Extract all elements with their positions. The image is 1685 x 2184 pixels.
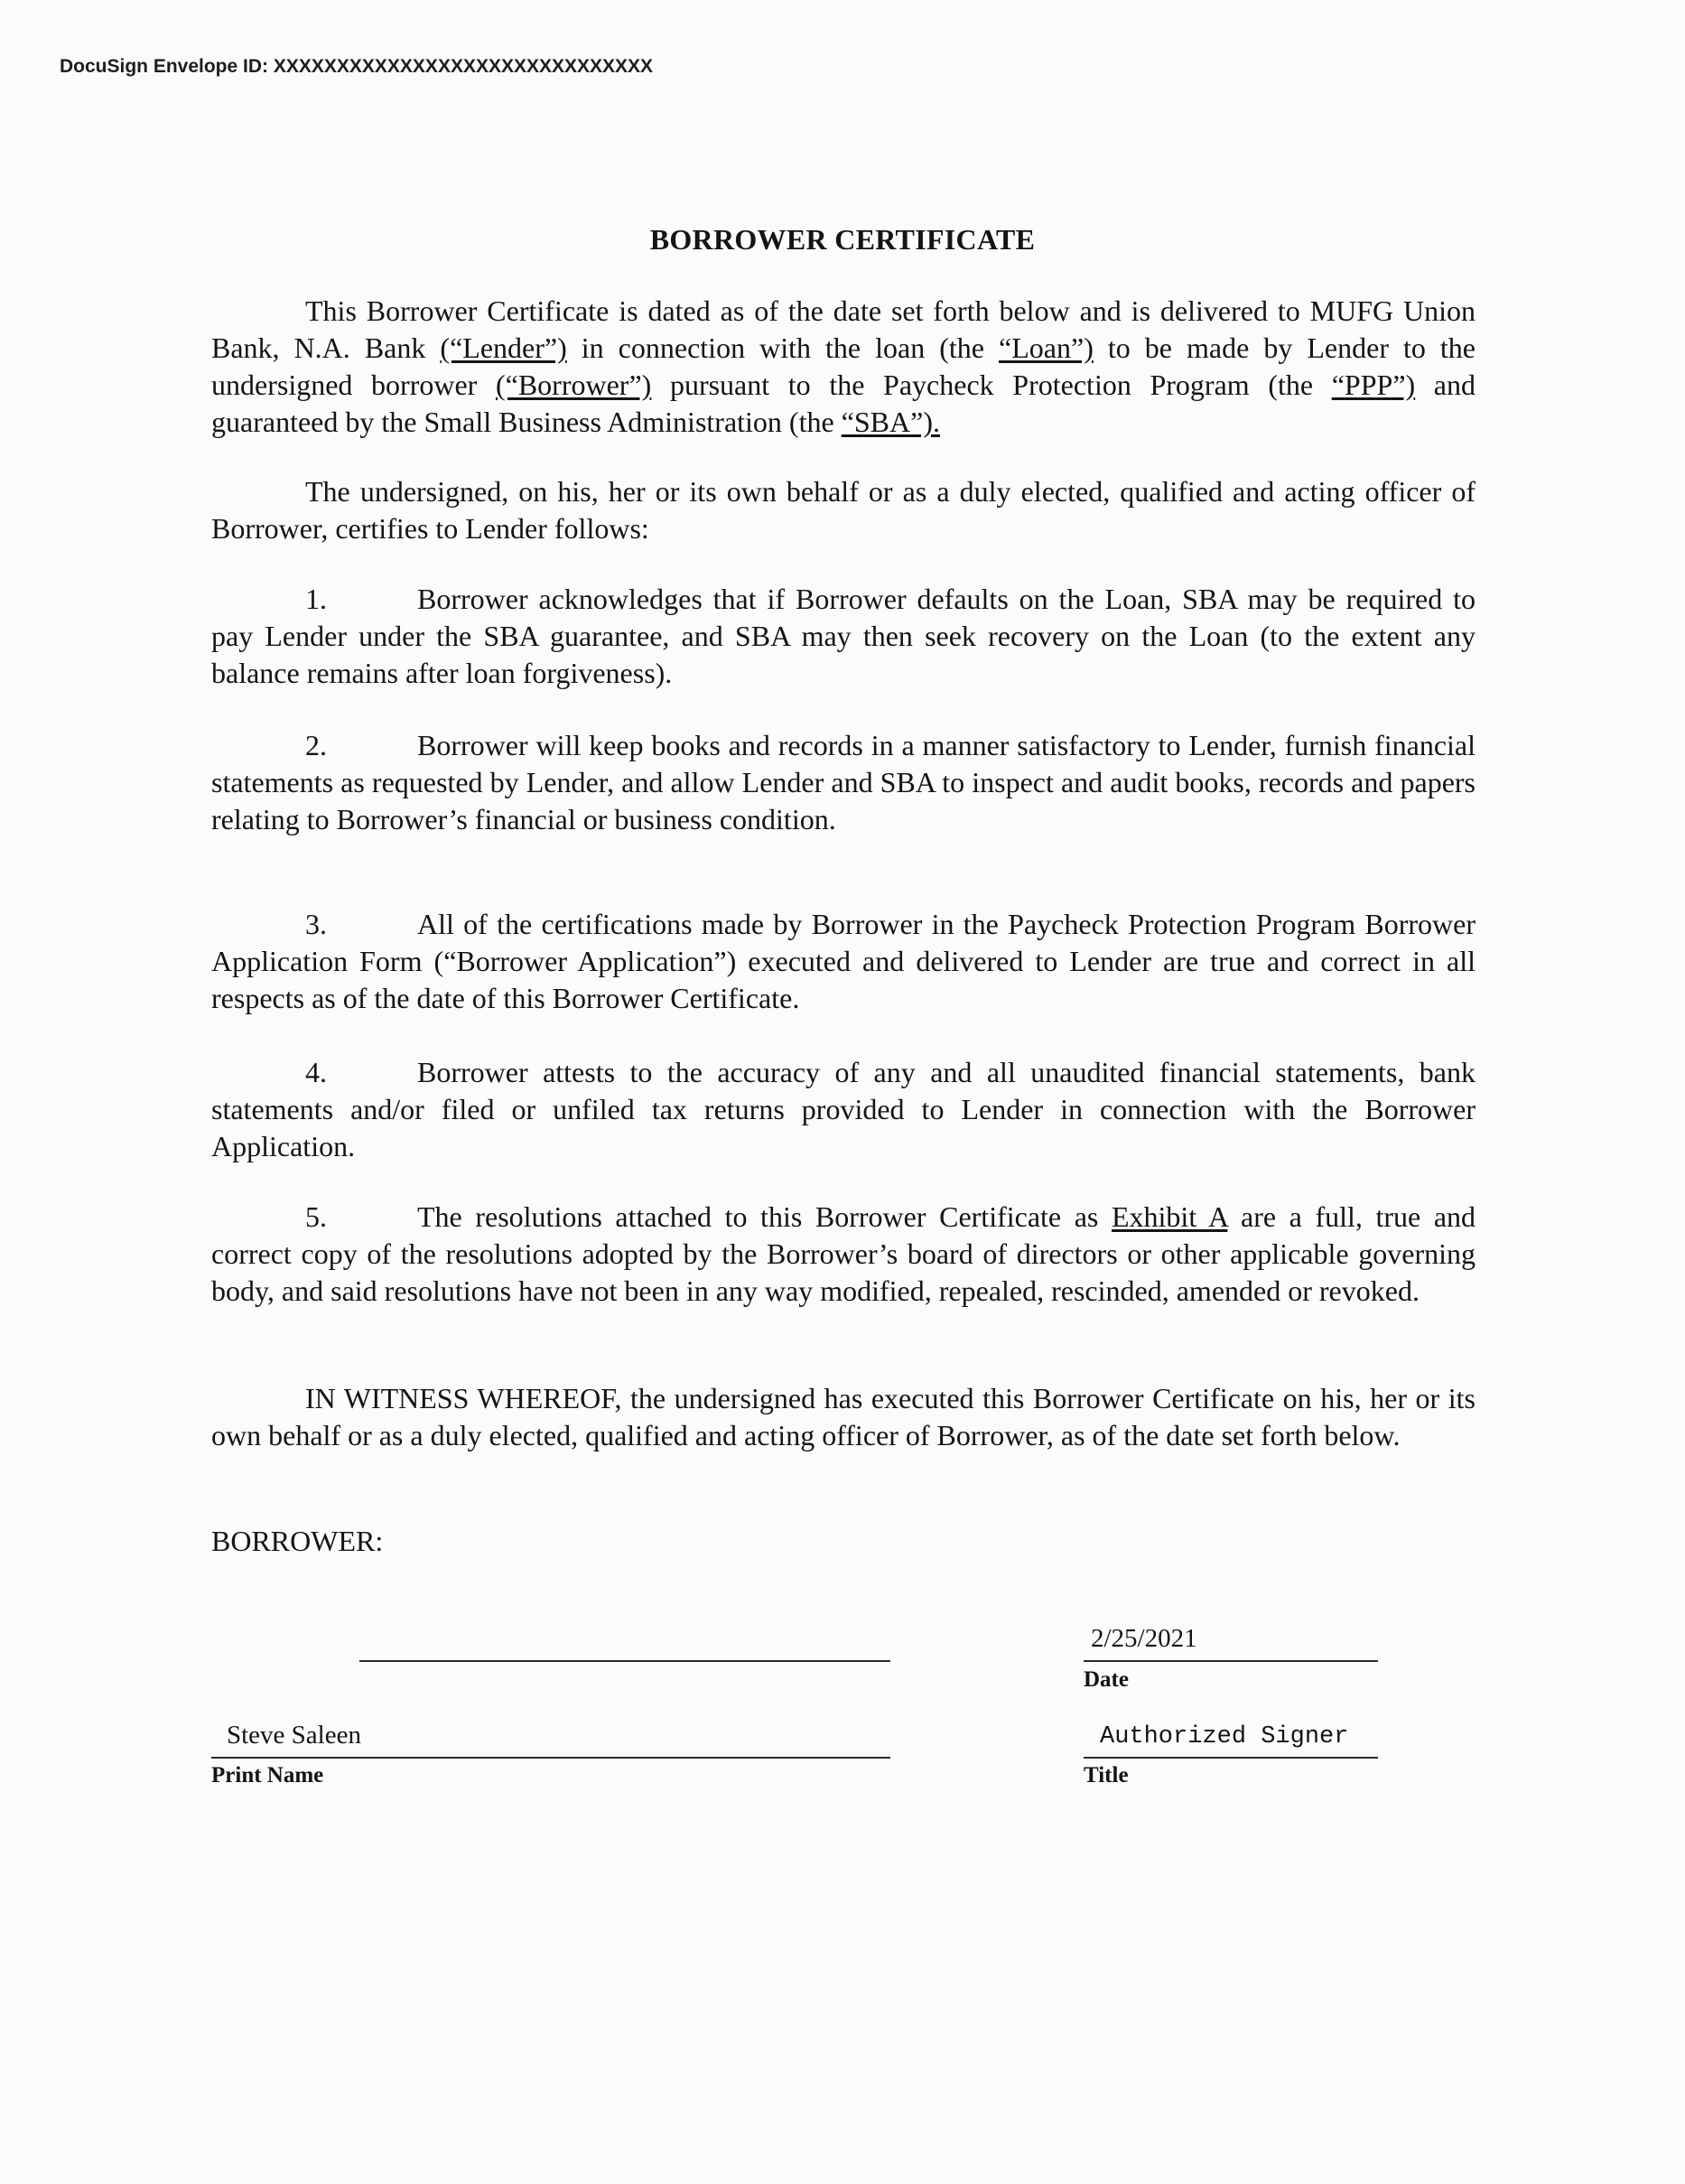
defined-term: (“Borrower”) [495,369,652,401]
exhibit-a-reference: Exhibit A [1111,1200,1228,1233]
date-line [1084,1660,1378,1662]
intro-paragraph [211,293,1484,441]
item-text: Borrower attests to the accuracy of any and all unaudited financial statements, bank statements and/or filed or unfiled tax returns provided to Lender in connection with the Borrower Application. [211,1056,1476,1162]
item-1 [211,581,1476,692]
defined-term: “SBA”). [841,406,940,438]
defined-term: “Loan”) [999,331,1094,364]
item-text: Borrower acknowledges that if Borrower defaults on the Loan, SBA may be required to pay Lender under the SBA guarantee, and SBA may then seek recovery on the Loan (to the extent any balance remains after loan forgiveness). [211,583,1476,689]
item-number: 4. [305,1056,327,1088]
print-name-line [211,1757,890,1759]
title-line [1084,1757,1378,1759]
intro-text: and guaranteed by the Small Business Administration (the [211,369,1484,438]
date-label: Date [1084,1667,1129,1692]
title-value: Authorized Signer [1100,1723,1349,1750]
date-value: 2/25/2021 [1091,1624,1197,1653]
signature-line [359,1660,890,1662]
lead-in-paragraph: The undersigned, on his, her or its own behalf or as a duly elected, qualified and acting officer of Borrower, certifies to Lender follows: [211,475,1476,545]
title-label: Title [1084,1763,1129,1787]
item-5: 5. The resolutions attached to this Borrower Certificate as Exhibit A are a full, true and correct copy of the resolutions adopted by the Borrower’s board of directors or other applicable governing body, and said resolutions have not been in any way modified, repealed, rescinded, amended or revoked. [211,1200,1476,1307]
defined-term: (“Lender”) [440,331,567,364]
intro-text: pursuant to the Paycheck Protection Program (the [651,369,1332,401]
item-number: 2. [305,729,327,761]
item-number: 3. [305,908,327,940]
intro-text: This Borrower Certificate is dated as of the date set forth below and is delivered to MUFG Union Bank, N.A. Bank [211,294,1483,364]
item-text: Borrower will keep books and records in a manner satisfactory to Lender, furnish financial statements as requested by Lender, and allow Lender and SBA to inspect and audit books, records and papers relating to Borrower’s financial or business condition. [211,729,1476,835]
print-name-value: Steve Saleen [227,1721,361,1750]
item-number: 5. [305,1200,327,1233]
defined-term: “PPP”) [1331,369,1416,401]
item-2 [211,727,1476,838]
witness-paragraph: IN WITNESS WHEREOF, the undersigned has executed this Borrower Certificate on his, her or its own behalf or as a duly elected, qualified and acting officer of Borrower, as of the date set forth below. [211,1382,1476,1451]
borrower-heading: BORROWER: [211,1525,384,1557]
item-number: 1. [305,583,327,615]
intro-text: to be made by Lender to the undersigned borrower [211,331,1484,401]
item-4 [211,1054,1476,1165]
item-3 [211,906,1476,1017]
intro-text: in connection with the loan (the [566,331,1000,364]
print-name-label: Print Name [211,1763,324,1787]
document-title: BORROWER CERTIFICATE [649,223,1036,256]
envelope-id: DocuSign Envelope ID: XXXXXXXXXXXXXXXXXXXXXXXXXXXXXX [60,56,654,77]
item-text: All of the certifications made by Borrower in the Paycheck Protection Program Borrower Application Form (“Borrower Application”) executed and delivered to Lender are true and correct in all respects as of the date of this Borrower Certificate. [211,908,1476,1014]
